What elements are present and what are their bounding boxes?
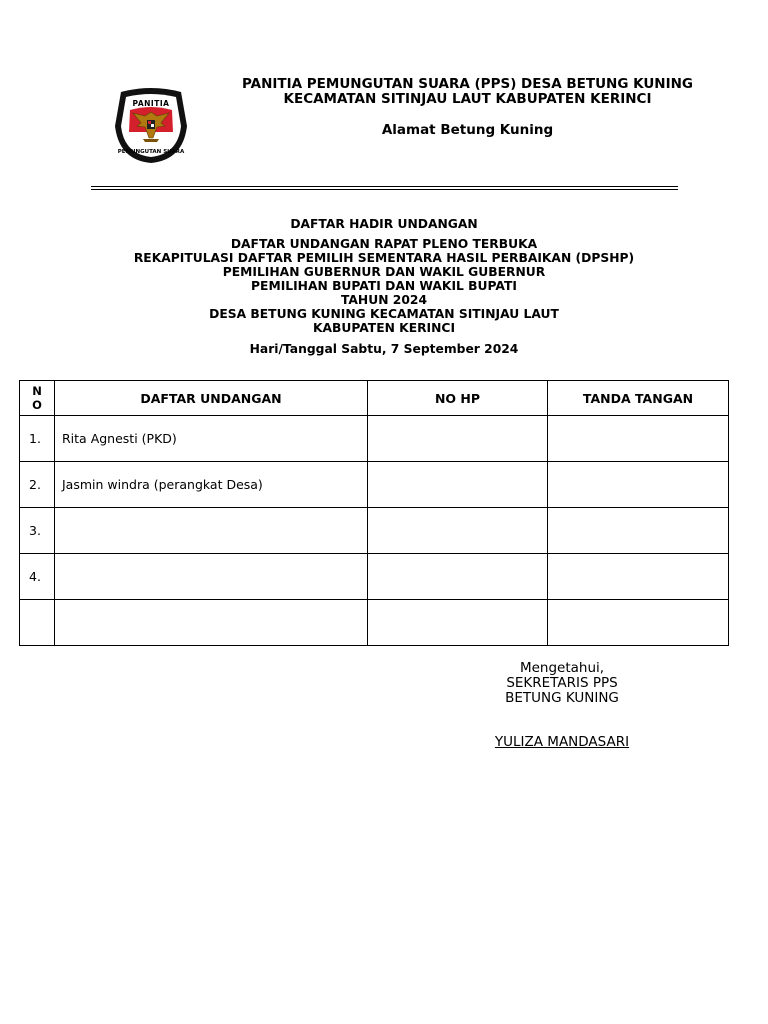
title-line: PEMILIHAN BUPATI DAN WAKIL BUPATI — [251, 279, 517, 293]
phone-cell — [368, 600, 548, 646]
signatory-position: SEKRETARIS PPS — [506, 675, 618, 691]
invitee-name — [55, 600, 368, 646]
phone-cell — [368, 554, 548, 600]
header-no-line2: O — [32, 398, 42, 412]
signature-cell — [548, 416, 729, 462]
letterhead — [240, 77, 695, 138]
letterhead-line1: PANITIA PEMUNGUTAN SUARA (PPS) DESA BETUNG KUNING — [241, 76, 694, 92]
signature-block — [462, 661, 662, 750]
phone-cell — [368, 508, 548, 554]
signature-cell — [548, 554, 729, 600]
signature-cell — [548, 508, 729, 554]
row-number — [20, 600, 55, 646]
row-number: 2. — [20, 462, 55, 508]
header-phone: NO HP — [368, 381, 548, 416]
pps-logo — [113, 86, 189, 164]
signatory-place: BETUNG KUNING — [505, 690, 619, 706]
table-row — [20, 508, 729, 554]
invitee-name — [55, 508, 368, 554]
header-no — [20, 381, 55, 416]
invitee-name: Jasmin windra (perangkat Desa) — [55, 462, 368, 508]
invitee-name — [55, 554, 368, 600]
phone-cell — [368, 462, 548, 508]
table-row — [20, 416, 729, 462]
meeting-date: Hari/Tanggal Sabtu, 7 September 2024 — [249, 342, 519, 356]
table-row — [20, 462, 729, 508]
signature-cell — [548, 462, 729, 508]
table-header-row — [20, 381, 729, 416]
letterhead-divider-top — [91, 186, 678, 187]
table-row — [20, 554, 729, 600]
signature-cell — [548, 600, 729, 646]
table-row — [20, 600, 729, 646]
letterhead-address: Alamat Betung Kuning — [381, 122, 554, 138]
header-no-line1: N — [32, 384, 42, 398]
title-line: PEMILIHAN GUBERNUR DAN WAKIL GUBERNUR — [222, 265, 546, 279]
row-number: 4. — [20, 554, 55, 600]
header-signature: TANDA TANGAN — [548, 381, 729, 416]
acknowledged-label: Mengetahui, — [519, 660, 605, 676]
svg-text:PEMUNGUTAN SUARA: PEMUNGUTAN SUARA — [117, 149, 185, 155]
svg-text:PANITIA: PANITIA — [132, 99, 170, 108]
row-number: 1. — [20, 416, 55, 462]
phone-cell — [368, 416, 548, 462]
document-titles — [0, 217, 768, 356]
title-line: DAFTAR UNDANGAN RAPAT PLENO TERBUKA — [230, 237, 538, 251]
title-line: DESA BETUNG KUNING KECAMATAN SITINJAU LAUT — [209, 307, 559, 321]
header-invitee: DAFTAR UNDANGAN — [55, 381, 368, 416]
row-number: 3. — [20, 508, 55, 554]
letterhead-divider-bottom — [91, 189, 678, 190]
signatory-name: YULIZA MANDASARI — [494, 734, 630, 750]
document-heading: DAFTAR HADIR UNDANGAN — [290, 217, 478, 231]
title-line: KABUPATEN KERINCI — [312, 321, 456, 335]
title-line: TAHUN 2024 — [340, 293, 428, 307]
letterhead-line2: KECAMATAN SITINJAU LAUT KABUPATEN KERINCI — [283, 91, 652, 107]
invitee-name: Rita Agnesti (PKD) — [55, 416, 368, 462]
attendance-table — [19, 380, 729, 646]
title-line: REKAPITULASI DAFTAR PEMILIH SEMENTARA HASIL PERBAIKAN (DPSHP) — [133, 251, 635, 265]
